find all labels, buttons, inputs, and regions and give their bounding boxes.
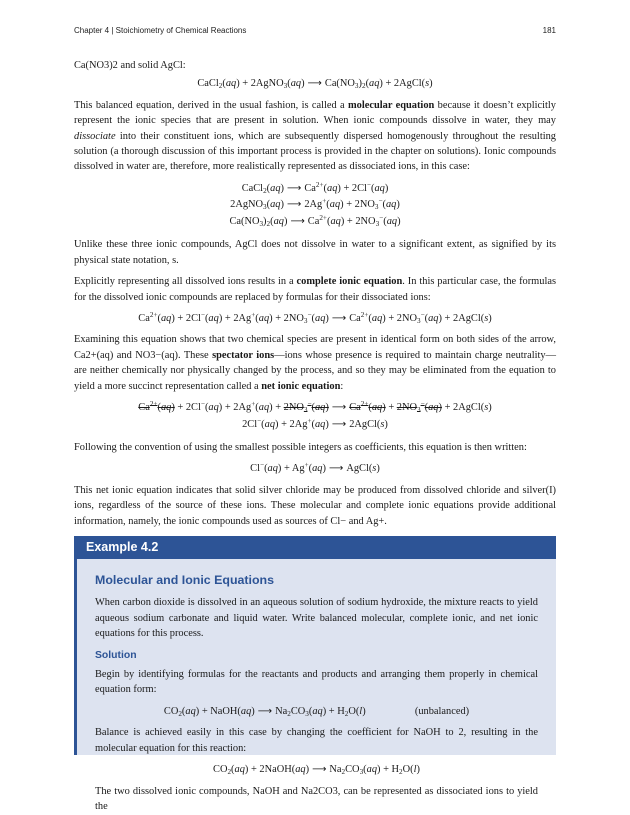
text: : xyxy=(340,380,344,392)
running-header xyxy=(74,26,556,35)
chapter-title: Chapter 4 | Stoichiometry of Chemical Reactions xyxy=(74,26,247,35)
text: This balanced equation, derived in the usual fashion, is called a xyxy=(74,99,345,111)
paragraph-agcl: Unlike these three ionic compounds, AgCl does not dissolve in water to a significant extent, as signified by its physical state notation, s. xyxy=(74,239,556,266)
key-term: spectator ions xyxy=(212,349,275,361)
example-title: Molecular and Ionic Equations xyxy=(95,573,274,588)
paragraph-molecular-equation xyxy=(74,98,556,175)
example-label: Example 4.2 xyxy=(74,536,556,559)
solution-paragraph: Begin by identifying formulas for the reactants and products and arranging them properly in chemical equation form: xyxy=(95,669,538,696)
molecular-equation: CaCl$_2$(aq) + 2AgNO$_3$(aq) ⟶ $Ca(NO_3)_2(aq)$ + 2AgCl(s) xyxy=(197,78,433,91)
key-term: complete ionic equation xyxy=(296,276,403,288)
unbalanced-note: (unbalanced) xyxy=(414,705,470,717)
solution-heading: Solution xyxy=(95,649,137,661)
example-box xyxy=(74,559,556,812)
solution-paragraph: Balance is achieved easily in this case by changing the coefficient for NaOH to 2, resulting in the molecular equation for this reaction: xyxy=(95,727,538,754)
text: into their constituent ions, which are subsequently dispersed homogenously throughout the resulting solution (a thorough discussion of this important process is provided in the chapter on solutions). Ionic compounds dissolved in water are, therefore, more realistically represented as dissociated ions, in this case: xyxy=(74,130,556,173)
dissociation-equation: CaCl$_2$(aq) ⟶ $Ca^{2+}(aq) + 2Cl^-(aq)$ xyxy=(241,180,389,195)
dissociation-equation: 2AgNO$_3$(aq) ⟶ $2Ag^+(aq) + 2NO_3^-(aq)$ xyxy=(230,197,400,212)
text: Examining this equation shows that two chemical species are present in identical form on both sides of the arrow, Ca2+(aq) and NO3−(aq). These xyxy=(74,334,556,361)
key-term: net ionic equation xyxy=(261,380,341,392)
text: —ions whose presence is required to maintain charge neutrality—are neither chemically nor physically changed by the process, and so they may be eliminated from the equation to yield a more succinct representation called a xyxy=(74,349,556,392)
dissociation-equation: $Ca(NO_3)_2(aq)$ ⟶ $Ca^{2+}(aq) + 2NO_3^-(aq)$ xyxy=(229,213,401,228)
paragraph-complete-ionic xyxy=(74,274,556,305)
unbalanced-equation: $CO_2(aq)$ + NaOH(aq) ⟶ $Na_2CO_3(aq) + H_2O(l)$ (unbalanced) xyxy=(163,705,470,718)
text: Explicitly representing all dissolved ions results in a xyxy=(74,276,294,288)
example-problem: When carbon dioxide is dissolved in an aqueous solution of sodium hydroxide, the mixture reacts to yield aqueous sodium carbonate and liquid water. Write balanced molecular, complete ionic, and net ionic equations for this process. xyxy=(95,597,538,640)
paragraph-spectator-ions xyxy=(74,332,556,394)
page-number: 181 xyxy=(542,26,556,35)
net-equation-unreduced: 2Cl−(aq) + 2Ag+(aq) ⟶ 2AgCl(s) xyxy=(242,416,388,430)
dissociation-equations xyxy=(74,181,556,231)
balanced-equation: $CO_2(aq)$ + 2NaOH(aq) ⟶ $Na_2CO_3(aq) + H_2O(l)$ xyxy=(213,764,420,777)
text: . In this particular case, the formulas for the dissolved ionic compounds are replaced by formulas for their dissociated ions: xyxy=(74,276,556,303)
cancellation-equations xyxy=(74,400,556,433)
emphasis: dissociate xyxy=(74,130,116,142)
net-ionic-equation: Cl−(aq) + Ag+(aq) ⟶ AgCl(s) xyxy=(250,461,380,475)
paragraph-convention: Following the convention of using the smallest possible integers as coefficients, this equation is then written: xyxy=(74,442,527,453)
paragraph-net-ionic: This net ionic equation indicates that solid silver chloride may be produced from dissolved chloride and silver(I) ions, regardless of the source of these ions. These molecular and complete ionic equations provide additional information, namely, the ionic compounds used as sources of Cl− and Ag+. xyxy=(74,484,556,527)
page-body xyxy=(74,58,556,812)
intro-fragment: Ca(NO3)2 and solid AgCl: xyxy=(74,60,186,71)
cancelled-equation: $Ca^{2+}(aq) + 2Cl^-(aq) + 2Ag^+(aq) + 2NO_3^-(aq)$ ⟶ $Ca^{2+}(aq) + 2NO_3^-(aq)$ + 2AgCl(s) xyxy=(138,400,492,414)
text: because it doesn’t explicitly represent the ionic species that are present in solution. When ionic compounds dissolve in water, they may xyxy=(74,99,556,127)
complete-ionic-equation: $Ca^{2+}(aq) + 2Cl^-(aq) + 2Ag^+(aq) + 2NO_3^-(aq)$ ⟶ $Ca^{2+}(aq) + 2NO_3^-(aq)$ + 2AgCl(s) xyxy=(138,310,492,325)
solution-paragraph: The two dissolved ionic compounds, NaOH and Na2CO3, can be represented as dissociated ions to yield the xyxy=(95,785,538,812)
key-term: molecular equation xyxy=(348,99,435,111)
